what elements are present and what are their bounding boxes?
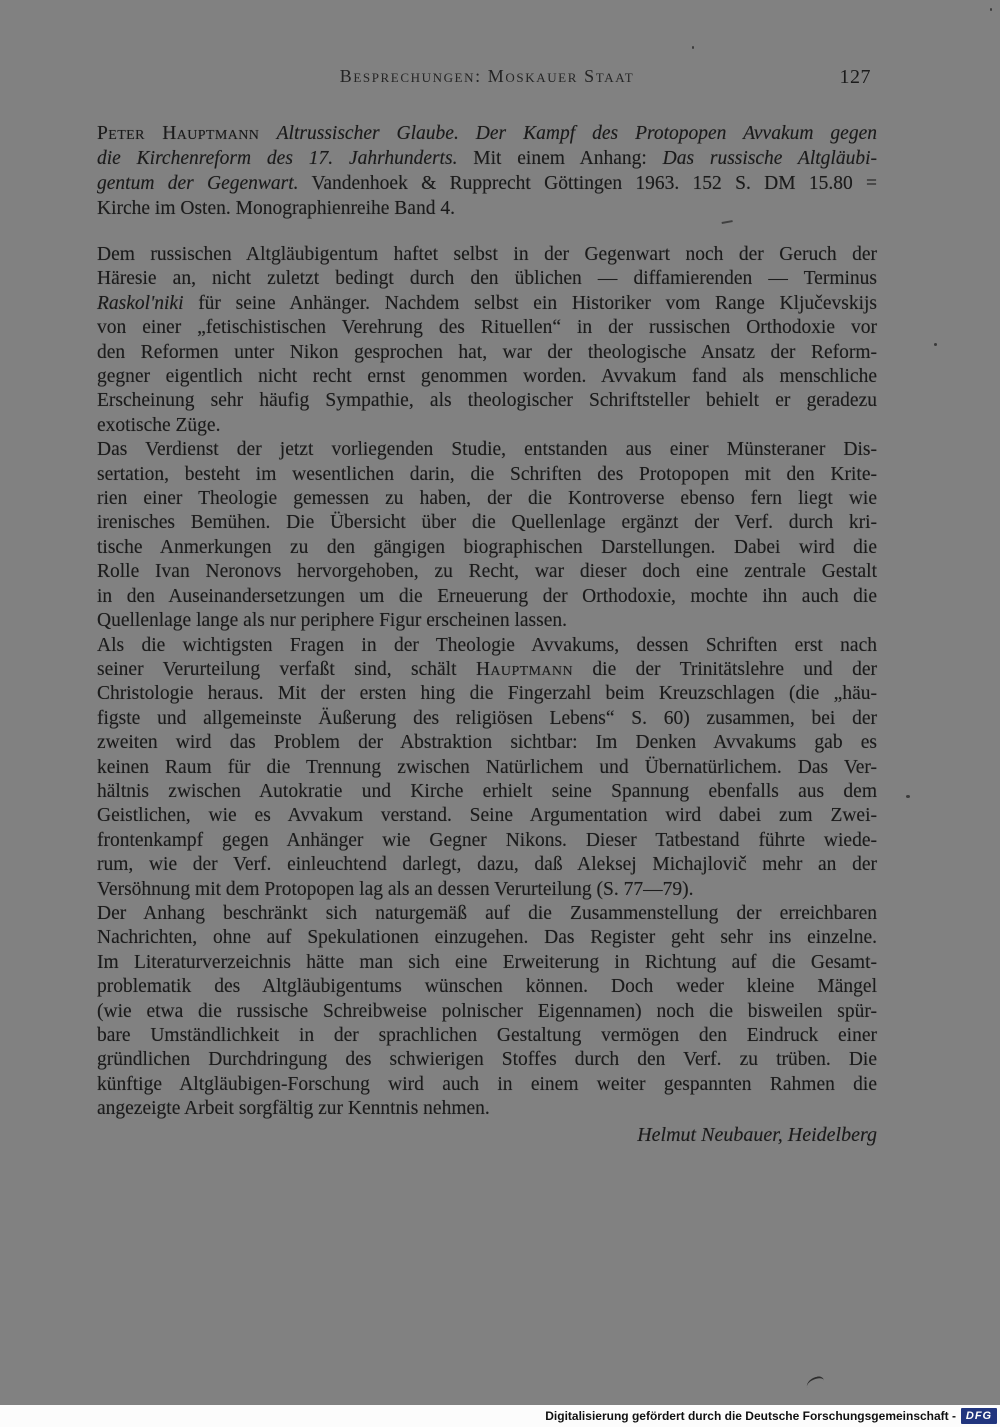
text-line [97, 756, 877, 780]
review-text [97, 243, 877, 1122]
text-segment: seiner Verurteilung verfaßt sind, schält [97, 658, 476, 680]
text-line [97, 267, 877, 291]
paragraph [97, 438, 877, 633]
text-line [97, 511, 877, 535]
text-segment: keinen Raum für die Trennung zwischen Natürlichem und Übernatürlichem. Das Ver- [97, 756, 877, 778]
reviewer-signature: Helmut Neubauer, Heidelberg [637, 1124, 877, 1146]
text-segment: in den Auseinandersetzungen um die Erneuerung der Orthodoxie, mochte ihn auch die [97, 585, 877, 607]
text-line [97, 196, 877, 221]
text-segment: Geistlichen, wie es Avvakum verstand. Seine Argumentation wird dabei zum Zwei- [97, 805, 877, 827]
text-segment: Hauptmann [475, 658, 573, 680]
text-line [97, 951, 877, 975]
digitization-footer [0, 1405, 1000, 1427]
scan-artifact [934, 343, 937, 346]
text-segment: angezeigte Arbeit sorgfältig zur Kenntnis nehmen. [97, 1098, 490, 1120]
text-segment: Das russische Altgläubi- [662, 148, 878, 169]
text-line [97, 414, 877, 438]
text-segment: Altrussischer Glaube. Der Kampf des Protopopen Avvakum gegen [276, 123, 877, 144]
text-segment: Quellenlage lange als nur periphere Figur erscheinen lassen. [97, 610, 567, 632]
text-line [97, 902, 877, 926]
text-line [97, 780, 877, 804]
text-segment: Rolle Ivan Neronovs hervorgehoben, zu Recht, war dieser doch eine zentrale Gestalt [97, 561, 877, 583]
text-line [97, 1000, 877, 1024]
text-line [97, 1097, 877, 1121]
text-line [97, 341, 877, 365]
text-line [97, 731, 877, 755]
text-segment: die Kirchenreform des 17. Jahrhunderts. [97, 148, 458, 169]
text-line [97, 658, 877, 682]
dfg-logo: DFG [961, 1408, 997, 1424]
text-segment: bare Umständlichkeit in der sprachlichen Gestaltung vermögen den Eindruck einer [97, 1025, 877, 1046]
text-segment: gegner eigentlich nicht recht ernst genommen worden. Avvakum fand als menschliche [97, 366, 877, 388]
text-segment: gentum der Gegenwart. [97, 173, 299, 194]
text-segment: Häresie an, nicht zuletzt bedingt durch den üblichen — diffamierenden — Terminus [97, 268, 877, 290]
text-segment: Christologie heraus. Mit der ersten hing die Fingerzahl beim Kreuzschlagen (die „häu- [97, 683, 877, 705]
text-line [97, 853, 877, 877]
text-line [97, 487, 877, 511]
text-segment: Kirche im Osten. Monographienreihe Band 4. [97, 198, 455, 219]
text-segment: Dem russischen Altgläubigentum haftet selbst in der Gegenwart noch der Geruch der [97, 244, 877, 265]
text-segment: hältnis zwischen Autokratie und Kirche erhielt seine Spannung ebenfalls aus dem [97, 780, 877, 802]
text-line [97, 707, 877, 731]
text-line [97, 1024, 877, 1048]
text-line [97, 463, 877, 487]
text-line [97, 634, 877, 658]
text-line [97, 878, 877, 902]
paragraph [97, 243, 877, 438]
text-segment: rien einer Theologie gemessen zu haben, der die Kontroverse ebenso fern liegt wie [97, 488, 877, 510]
text-line [97, 365, 877, 389]
text-segment: rum, wie der Verf. einleuchtend darlegt, dazu, daß Aleksej Michajlovič mehr an der [97, 854, 877, 876]
text-segment: sertation, besteht im wesentlichen darin, die Schriften des Protopopen mit den Krite- [97, 463, 877, 485]
text-segment: die der Trinitätslehre und der [572, 658, 878, 680]
scan-artifact [906, 795, 910, 798]
text-segment: Vandenhoek & Rupprecht Göttingen 1963. 152 S. DM 15.80 = [298, 173, 877, 194]
text-line [97, 438, 877, 462]
text-segment: frontenkampf gegen Anhänger wie Gegner Nikons. Dieser Tatbestand führte wiede- [97, 829, 877, 851]
text-segment: für seine Anhänger. Nachdem selbst ein Historiker vom Range Ključevskijs [183, 292, 877, 314]
text-segment: Versöhnung mit dem Protopopen lag als an dessen Verurteilung (S. 77—79). [97, 878, 694, 900]
text-line [97, 585, 877, 609]
text-segment: Raskol'niki [97, 292, 184, 314]
text-line [97, 243, 877, 267]
text-line [97, 121, 877, 146]
text-segment: Mit einem Anhang: [457, 148, 663, 169]
running-title: Besprechungen: Moskauer Staat [339, 66, 635, 86]
text-segment: irenisches Bemühen. Die Übersicht über die Quellenlage ergänzt der Verf. durch kri- [97, 512, 877, 534]
scan-artifact [990, 8, 992, 11]
text-line [97, 292, 877, 316]
text-segment: figste und allgemeinste Äußerung des religiösen Lebens“ S. 60) zusammen, bei der [97, 707, 877, 729]
text-segment: Peter Hauptmann [97, 123, 277, 144]
text-segment: Das Verdienst der jetzt vorliegenden Studie, entstanden aus einer Münsteraner Dis- [97, 439, 877, 461]
scan-artifact [722, 220, 734, 228]
text-line [97, 389, 877, 413]
text-segment: Nachrichten, ohne auf Spekulationen einzugehen. Das Register geht sehr ins einzelne. [97, 927, 877, 949]
text-line [97, 609, 877, 633]
text-segment: Im Literaturverzeichnis hätte man sich eine Erweiterung in Richtung auf die Gesamt- [97, 951, 877, 973]
text-line [97, 682, 877, 706]
text-line [97, 171, 877, 196]
paragraph [97, 902, 877, 1122]
text-line [97, 536, 877, 560]
text-line [97, 829, 877, 853]
text-line [97, 975, 877, 999]
text-line [97, 560, 877, 584]
scan-artifact [805, 1376, 824, 1388]
scan-artifact [692, 46, 694, 49]
text-segment: den Reformen unter Nikon gesprochen hat, war der theologische Ansatz der Reform- [97, 341, 877, 363]
text-segment: künftige Altgläubigen-Forschung wird auch in einem weiter gespannten Rahmen die [97, 1073, 877, 1095]
text-line [97, 804, 877, 828]
text-segment: Erscheinung sehr häufig Sympathie, als theologischer Schriftsteller behielt er geradezu [97, 390, 877, 412]
running-head [97, 66, 877, 92]
text-segment: gründlichen Durchdringung des schwierigen Stoffes durch den Verf. zu trüben. Die [97, 1049, 877, 1071]
text-segment: Als die wichtigsten Fragen in der Theologie Avvakums, dessen Schriften erst nach [97, 634, 877, 656]
text-segment: tische Anmerkungen zu den gängigen biographischen Darstellungen. Dabei wird die [97, 536, 877, 558]
bibliographic-entry [97, 121, 877, 221]
text-segment: zweiten wird das Problem der Abstraktion sichtbar: Im Denken Avvakums gab es [97, 732, 877, 754]
page-number: 127 [839, 66, 871, 88]
text-segment: Der Anhang beschränkt sich naturgemäß auf die Zusammenstellung der erreichbaren [97, 902, 877, 924]
text-line [97, 926, 877, 950]
text-line [97, 316, 877, 340]
text-segment: exotische Züge. [97, 414, 221, 436]
text-segment: von einer „fetischistischen Verehrung des Rituellen“ in der russischen Orthodoxie vor [97, 317, 877, 339]
text-segment: (wie etwa die russische Schreibweise polnischer Eigennamen) noch die bisweilen spür- [97, 1000, 877, 1022]
text-line [97, 1048, 877, 1072]
text-line [97, 146, 877, 171]
text-segment: problematik des Altgläubigentums wünschen können. Doch weder kleine Mängel [97, 976, 877, 998]
paragraph [97, 634, 877, 902]
digitization-credit: Digitalisierung gefördert durch die Deutsche Forschungsgemeinschaft - [545, 1409, 956, 1423]
text-line [97, 1073, 877, 1097]
